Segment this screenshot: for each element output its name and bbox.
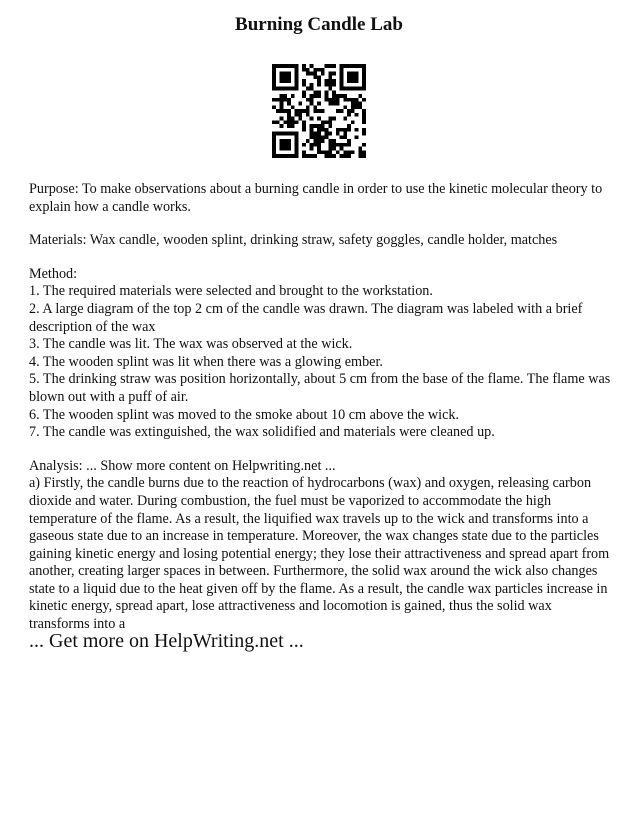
method-step: 7. The candle was extinguished, the wax solidified and materials were cleaned up. [29, 424, 495, 441]
method-step: 3. The candle was lit. The wax was observed at the wick. [29, 336, 353, 353]
method-step: 1. The required materials were selected and brought to the workstation. [29, 283, 433, 300]
document-body [29, 181, 614, 634]
method-step: 5. The drinking straw was position horizontally, about 5 cm from the base of the flame. The flame was blown out with a puff of air. [29, 371, 611, 405]
purpose-paragraph: Purpose: To make observations about a burning candle in order to use the kinetic molecular theory to explain how a candle works. [29, 181, 603, 215]
analysis-text: a) Firstly, the candle burns due to the reaction of hydrocarbons (wax) and oxygen, releasing carbon dioxide and water. During combustion, the fuel must be vaporized to accommodate the high temperature of the flame. As a result, the liquified wax travels up to the wick and transforms into a gaseous state due to an increase in temperature. Moreover, the wax changes state due to the particles gaining kinetic energy and losing potential energy; they lose their attractiveness and spread apart from another, creating larger spaces in between. Furthermore, the solid wax around the wick also changes state to a liquid due to the heat given off by the flame. As a result, the candle wax particles increase in kinetic energy, spread apart, lose attractiveness and locomotion is gained, thus the solid wax transforms into a [29, 475, 610, 633]
method-step: 4. The wooden splint was lit when there was a glowing ember. [29, 353, 383, 370]
method-heading: Method: [29, 265, 78, 282]
qr-code-icon [272, 64, 366, 158]
page-title: Burning Candle Lab [235, 14, 403, 35]
method-section [29, 266, 614, 442]
materials-paragraph: Materials: Wax candle, wooden splint, drinking straw, safety goggles, candle holder, matches [29, 232, 558, 249]
get-more-link[interactable]: ... Get more on HelpWriting.net ... [29, 630, 304, 652]
method-step: 2. A large diagram of the top 2 cm of the candle was drawn. The diagram was labeled with a brief description of the wax [29, 300, 583, 335]
analysis-heading: Analysis: ... Show more content on Helpwriting.net ... [29, 457, 336, 474]
method-step: 6. The wooden splint was moved to the smoke about 10 cm above the wick. [29, 406, 460, 423]
analysis-section [29, 458, 614, 634]
